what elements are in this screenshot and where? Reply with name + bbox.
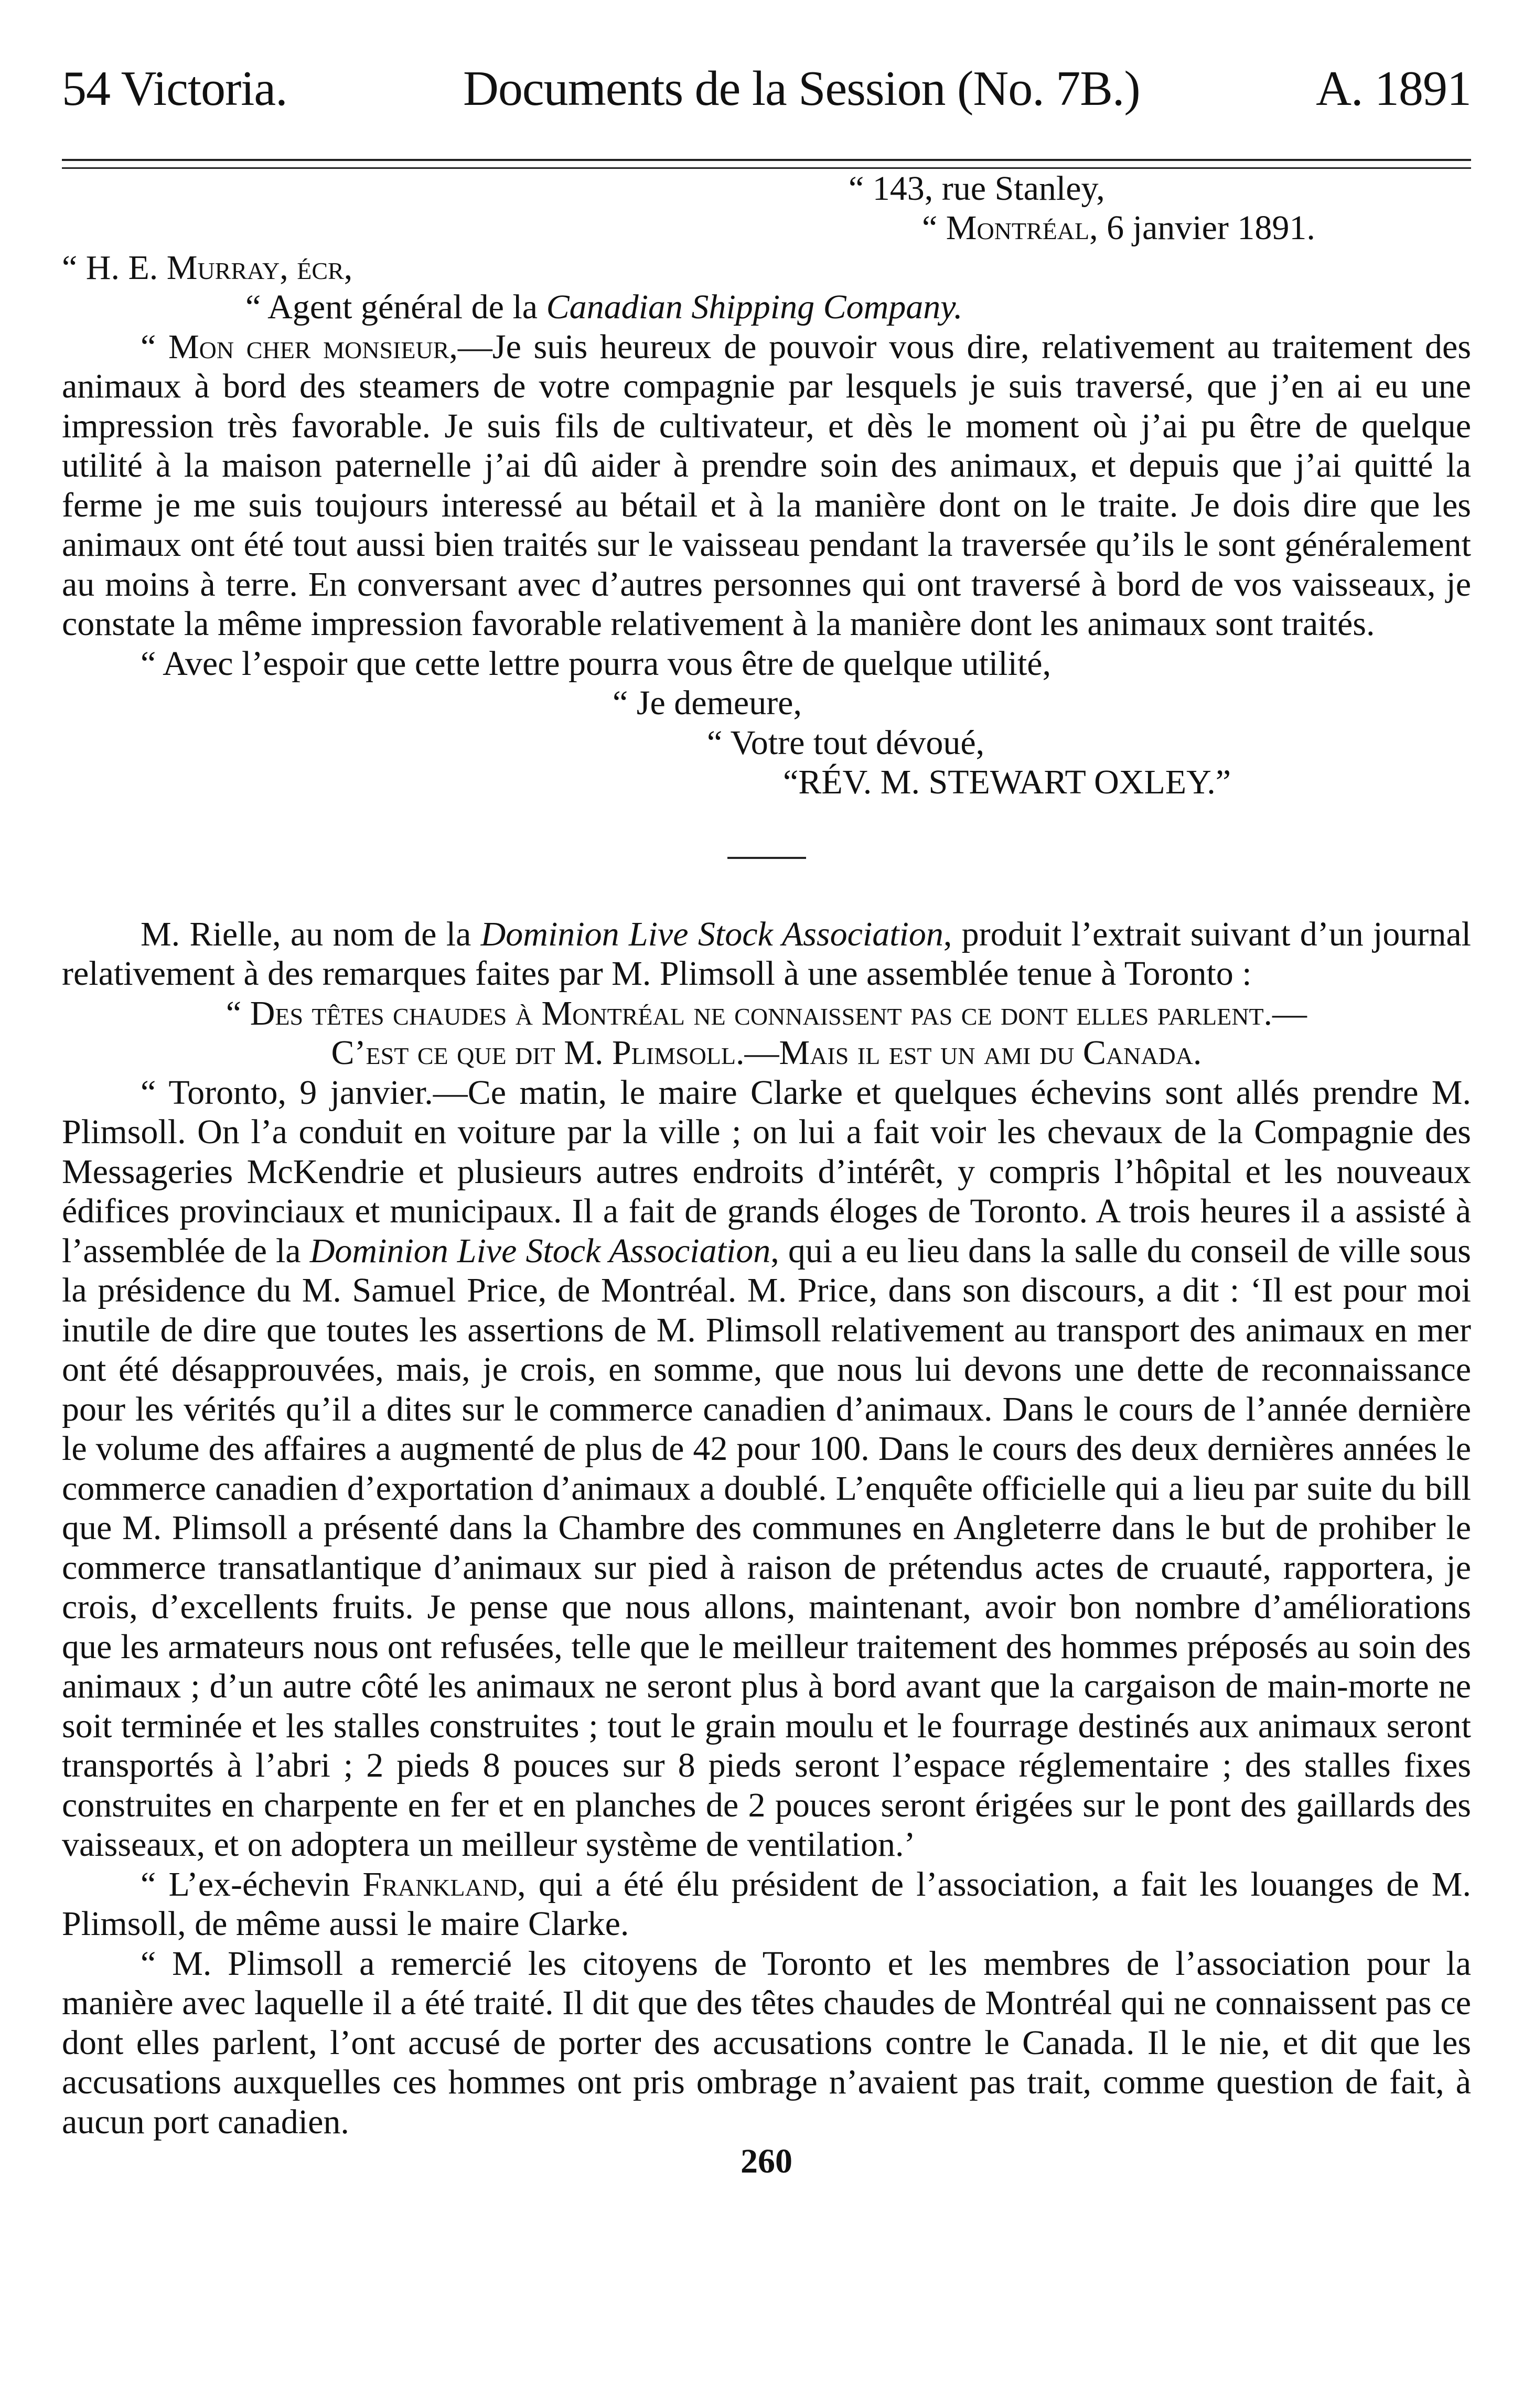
article-paragraph-2 [62, 1865, 1471, 1944]
header-left: 54 Victoria. [62, 61, 287, 116]
letter-closing-1: “ Je demeure, [613, 684, 802, 723]
headline-line1: “ Des têtes chaudes à Montréal ne connaissent pas ce dont elles parlent.— [226, 994, 1307, 1033]
article-paragraph-1 [62, 1073, 1471, 1865]
letter-address-line1: “ 143, rue Stanley, [849, 169, 1105, 208]
letter-closing-2: “ Votre tout dévoué, [707, 723, 985, 762]
headline-line2: C’est ce que dit M. Plimsoll.—Mais il est un ami du Canada. [331, 1034, 1202, 1072]
article-paragraph-3: “ M. Plimsoll a remercié les citoyens de Toronto et les membres de l’association pour la manière avec laquelle il a été traité. Il dit que des têtes chaudes de Montréal qui ne connaissent pas ce dont elles parlent, l’ont accusé de porter des accusations contre le Canada. Il le nie, et dit que les accusations auxquelles ces hommes ont pris ombrage n’avaient pas trait, comme question de fait, à aucun port canadien. [62, 1944, 1471, 2141]
article-p1-part1: “ Toronto, 9 janvier.—Ce matin, le maire Clarke et quelques échevins sont allés prendre M. Plimsoll. On l’a conduit en voiture par la ville ; on lui a fait voir les chevaux de la Compagnie des Messageries McKendrie et plusieurs autres endroits d’intérêt, y compris l’hôpital et les nouveaux édifices provinciaux et municipaux. Il a fait de grands éloges de Toronto. A trois heures il a assisté à l’assemblée de la [62, 1073, 1471, 1270]
page-number: 260 [741, 2142, 792, 2181]
letter-signature: “RÉV. M. STEWART OXLEY.” [783, 763, 1231, 802]
letter-paragraph-2: “ Avec l’espoir que cette lettre pourra vous être de quelque utilité, [141, 644, 1052, 683]
letter-date: 6 janvier 1891. [1098, 209, 1315, 248]
intro-part2: , produit l’extrait suivant d’un journal relativement à des remarques faites par M. Plimsoll à une assemblée tenue à Toronto : [62, 915, 1471, 993]
section-divider [727, 857, 806, 859]
article-p2-part1: “ L’ex-échevin [141, 1865, 363, 1904]
intro-paragraph [62, 915, 1471, 994]
header-center: Documents de la Session (No. 7B.) [463, 61, 1140, 116]
article-p2-part2: , qui a été élu président de l’association, a fait les louanges de M. Plimsoll, de même aussi le maire Clarke. [62, 1865, 1471, 1943]
letter-address-line2 [62, 208, 1471, 248]
rule-top [62, 159, 1471, 161]
recipient-company: Canadian Shipping Company. [546, 288, 963, 327]
article-p2-name: Frankland [362, 1865, 518, 1904]
header-right: A. 1891 [1316, 61, 1471, 116]
article-headline [62, 994, 1471, 1073]
letter-paragraph-1-text: —Je suis heureux de pouvoir vous dire, relativement au traitement des animaux à bord des steamers de votre compagnie par lesquels je suis traversé, que j’en ai eu une impression très favorable. Je suis fils de cultivateur, et dès le moment où j’ai pu être de quelque utilité à la maison paternelle j’ai dû aider à prendre soin des animaux, et depuis que j’ai quitté la ferme je me suis toujours interessé au bétail et à la manière dont on le traite. Je dois dire que les animaux ont été tout aussi bien traités sur le vaisseau pendant la traversée qu’ils le sont généralement au moins à terre. En conversant avec d’autres personnes qui ont traversé à bord de vos vaisseaux, je constate la même impression favorable relativement à la manière dont les animaux sont traités. [62, 327, 1472, 643]
recipient-title-prefix: “ Agent général de la [245, 288, 546, 327]
header-double-rule [62, 159, 1471, 169]
intro-association: Dominion Live Stock Association [480, 915, 943, 953]
letter-paragraph-1 [62, 327, 1471, 644]
letter-recipient-title [62, 287, 1471, 327]
running-header [62, 63, 1471, 115]
letter-city: “ Montréal, [922, 209, 1098, 248]
article-p1-association: Dominion Live Stock Association [309, 1231, 771, 1270]
letter-recipient-name: “ H. E. Murray, écr, [62, 248, 353, 287]
intro-part1: M. Rielle, au nom de la [141, 915, 481, 953]
page-body [62, 169, 1471, 2181]
letter-salutation: “ Mon cher monsieur, [141, 327, 458, 366]
article-p1-part2: , qui a eu lieu dans la salle du conseil de ville sous la présidence du M. Samuel Price, de Montréal. M. Price, dans son discours, a dit : ‘Il est pour moi inutile de dire que toutes les assertions de M. Plimsoll relativement au transport des animaux en mer ont été désapprouvées, mais, je crois, en somme, que nous lui devons une dette de reconnaissance pour les vérités qu’il a dites sur le commerce canadien d’animaux. Dans le cours de l’année dernière le volume des affaires a augmenté de plus de 42 pour 100. Dans le cours des deux dernières années le commerce canadien d’exportation d’animaux a doublé. L’enquête officielle qui a lieu par suite du bill que M. Plimsoll a présenté dans la Chambre des communes en Angleterre dans le but de prohiber le commerce transatlantique d’animaux sur pied à raison de prétendus actes de cruauté, rapportera, je crois, d’excellents fruits. Je pense que nous allons, maintenant, avoir bon nombre d’améliorations que les armateurs nous ont refusées, telle que le meilleur traitement des hommes préposés au soin des animaux ; d’un autre côté les animaux ne seront plus à bord avant que la cargaison de main-morte ne soit terminée et les stalles construites ; tout le grain moulu et le fourrage destinés aux animaux seront transportés à l’abri ; 2 pieds 8 pouces sur 8 pieds seront l’espace réglementaire ; des stalles fixes construites en charpente en fer et en planches de 2 pouces seront érigées sur le pont des gaillards des vaisseaux, et on adoptera un meilleur système de ventilation.’ [62, 1231, 1471, 1864]
